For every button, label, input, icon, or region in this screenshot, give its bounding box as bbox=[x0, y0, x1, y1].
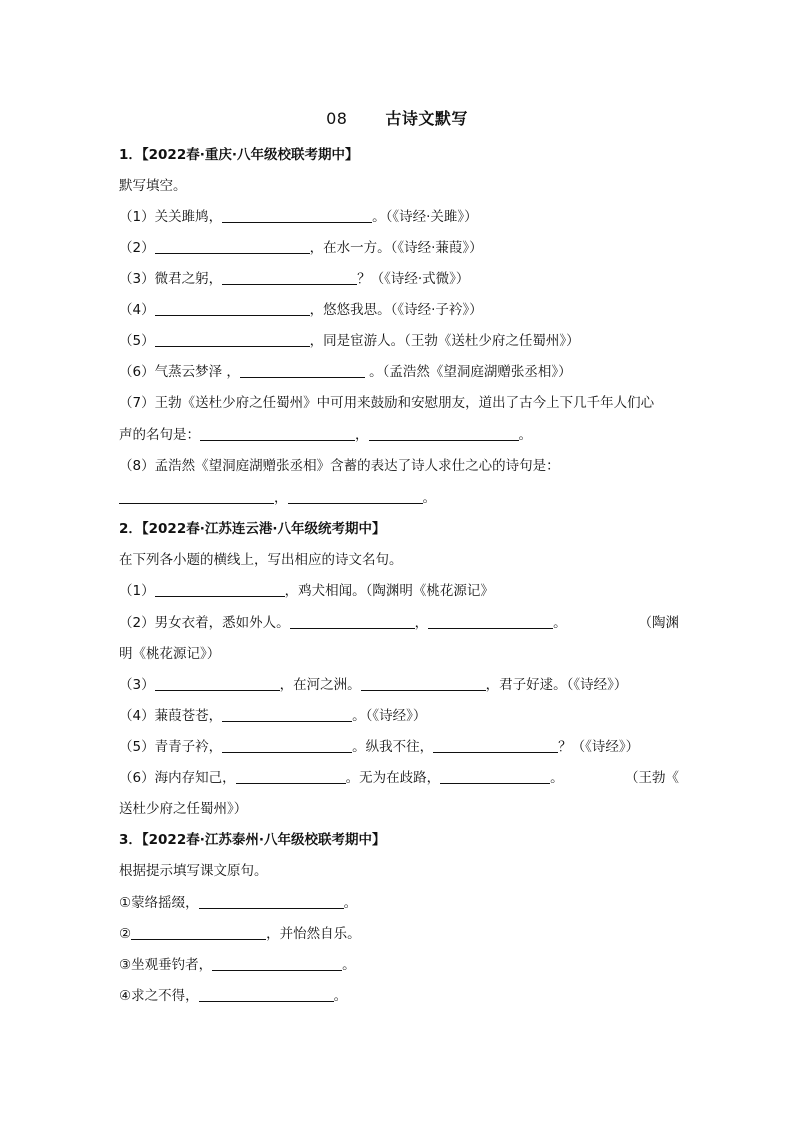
question-3-item-3: ③坐观垂钓者， 。 bbox=[119, 957, 356, 973]
question-1-item-2: （2） ，在水一方。（《诗经·蒹葭》） bbox=[119, 240, 483, 256]
question-1-header: 1．【2022春·重庆·八年级校联考期中】 bbox=[119, 147, 359, 163]
question-2-item-6-cont: 送杜少府之任蜀州》） bbox=[119, 801, 248, 817]
question-1-item-7-line-1: （7）王勃《送杜少府之任蜀州》中可用来鼓励和安慰朋友，道出了古今上下几千年人们心 bbox=[119, 395, 655, 411]
question-3-item-1: ①蒙络摇缀， 。 bbox=[119, 895, 358, 911]
question-3-instruction: 根据提示填写课文原句。 bbox=[119, 863, 268, 879]
title-text: 古诗文默写 bbox=[385, 109, 468, 128]
question-2-item-2-cont: 明《桃花源记》） bbox=[119, 646, 221, 662]
answer-blank[interactable] bbox=[119, 489, 274, 504]
answer-blank[interactable] bbox=[131, 925, 266, 940]
answer-blank[interactable] bbox=[199, 894, 344, 909]
question-2-item-5: （5）青青子衿， 。纵我不往， ？（《诗经》） bbox=[119, 739, 640, 755]
question-1-instruction: 默写填空。 bbox=[119, 178, 187, 194]
answer-blank[interactable] bbox=[369, 426, 519, 441]
question-1-item-1: （1）关关雎鸠， 。（《诗经·关雎》） bbox=[119, 209, 478, 225]
answer-blank[interactable] bbox=[440, 769, 550, 784]
question-1-item-8-line-1: （8）孟浩然《望洞庭湖赠张丞相》含蓄的表达了诗人求仕之心的诗句是： bbox=[119, 458, 560, 474]
answer-blank[interactable] bbox=[222, 707, 352, 722]
answer-blank[interactable] bbox=[222, 738, 352, 753]
title-number: 08 bbox=[326, 109, 348, 128]
question-1-item-8-line-2: ， 。 bbox=[119, 489, 679, 507]
answer-blank[interactable] bbox=[155, 582, 285, 597]
question-2-item-3: （3） ，在河之洲。 ，君子好逑。（《诗经》） bbox=[119, 677, 628, 693]
answer-blank[interactable] bbox=[240, 363, 365, 378]
page-title bbox=[0, 106, 794, 129]
answer-blank[interactable] bbox=[200, 426, 355, 441]
answer-blank[interactable] bbox=[155, 676, 280, 691]
question-1-item-4: （4） ，悠悠我思。（《诗经·子衿》） bbox=[119, 302, 483, 318]
answer-blank[interactable] bbox=[155, 332, 310, 347]
answer-blank[interactable] bbox=[222, 208, 372, 223]
answer-blank[interactable] bbox=[155, 239, 310, 254]
answer-blank[interactable] bbox=[212, 956, 342, 971]
answer-blank[interactable] bbox=[290, 614, 415, 629]
question-2-item-1: （1） ，鸡犬相闻。（陶渊明《桃花源记》 bbox=[119, 583, 494, 599]
question-3-item-2: ② ，并怡然自乐。 bbox=[119, 926, 361, 942]
question-1-item-7-line-2: 声的名句是： ， 。 bbox=[119, 427, 532, 443]
question-2-item-4: （4）蒹葭苍苍， 。（《诗经》） bbox=[119, 708, 427, 724]
question-2-item-6: （6）海内存知己， 。无为在歧路， 。 （王勃《 bbox=[119, 770, 679, 786]
question-1-item-5: （5） ，同是宦游人。（王勃《送杜少府之任蜀州》） bbox=[119, 333, 580, 349]
answer-blank[interactable] bbox=[288, 489, 423, 504]
question-2-header: 2．【2022春·江苏连云港·八年级统考期中】 bbox=[119, 521, 386, 537]
answer-blank[interactable] bbox=[236, 769, 346, 784]
answer-blank[interactable] bbox=[428, 614, 553, 629]
question-2-instruction: 在下列各小题的横线上，写出相应的诗文名句。 bbox=[119, 552, 403, 568]
answer-blank[interactable] bbox=[222, 270, 357, 285]
question-3-header: 3．【2022春·江苏泰州·八年级校联考期中】 bbox=[119, 832, 386, 848]
answer-blank[interactable] bbox=[199, 987, 334, 1002]
question-2-item-2: （2）男女衣着，悉如外人。 ， 。 （陶渊 bbox=[119, 615, 679, 631]
question-1-item-6: （6）气蒸云梦泽 ， 。（孟浩然《望洞庭湖赠张丞相》） bbox=[119, 364, 572, 380]
question-1-item-3: （3）微君之躬， ？（《诗经·式微》） bbox=[119, 271, 470, 287]
answer-blank[interactable] bbox=[361, 676, 486, 691]
question-3-item-4: ④求之不得， 。 bbox=[119, 988, 348, 1004]
answer-blank[interactable] bbox=[155, 301, 310, 316]
answer-blank[interactable] bbox=[433, 738, 558, 753]
